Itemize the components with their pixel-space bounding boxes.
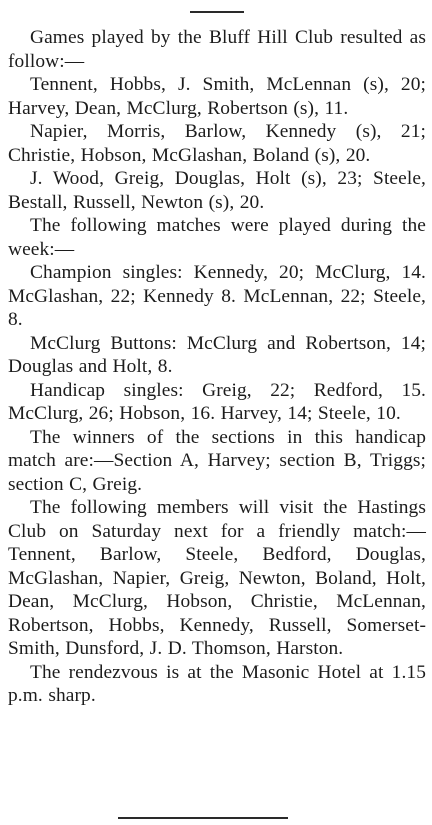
mcclurg-buttons-paragraph: McClurg Buttons: McClurg and Robertson, 14; Douglas and Holt, 8.: [8, 332, 426, 377]
game-result-3: J. Wood, Greig, Douglas, Holt (s), 23; Steele, Bestall, Russell, Newton (s), 20.: [8, 168, 426, 213]
rendezvous-paragraph: The rendezvous is at the Masonic Hotel at 1.15 p.m. sharp.: [8, 661, 426, 706]
champion-singles-paragraph: Champion singles: Kennedy, 20; McClurg, 14. McGlashan, 22; Kennedy 8. McLennan, 22; Steele, 8.: [8, 262, 426, 330]
handicap-singles-paragraph: Handicap singles: Greig, 22; Redford, 15. McClurg, 26; Hobson, 16. Harvey, 14; Steele, 10.: [8, 379, 426, 424]
article-column: [8, 26, 426, 708]
matches-intro-paragraph: The following matches were played during the week:—: [8, 215, 426, 260]
hastings-visit-paragraph: The following members will visit the Hastings Club on Saturday next for a friendly match:—Tennent, Barlow, Steele, Bedford, Douglas, McGlashan, Napier, Greig, Newton, Boland, Holt, Dean, McClurg, Hobson, Christie, McLennan, Robertson, Hobbs, Kennedy, Russell, Somerset-Smith, Dunsford, J. D. Thomson, Harston.: [8, 497, 426, 659]
intro-paragraph: Games played by the Bluff Hill Club resulted as follow:—: [8, 27, 426, 72]
section-winners-paragraph: The winners of the sections in this handicap match are:—Section A, Harvey; section B, Triggs; section C, Greig.: [8, 426, 426, 495]
bottom-divider-rule: [118, 817, 288, 819]
game-result-1: Tennent, Hobbs, J. Smith, McLennan (s), 20; Harvey, Dean, McClurg, Robertson (s), 11.: [8, 74, 426, 119]
game-result-2: Napier, Morris, Barlow, Kennedy (s), 21; Christie, Hobson, McGlashan, Boland (s), 20.: [8, 121, 426, 166]
top-divider-rule: [190, 11, 244, 13]
